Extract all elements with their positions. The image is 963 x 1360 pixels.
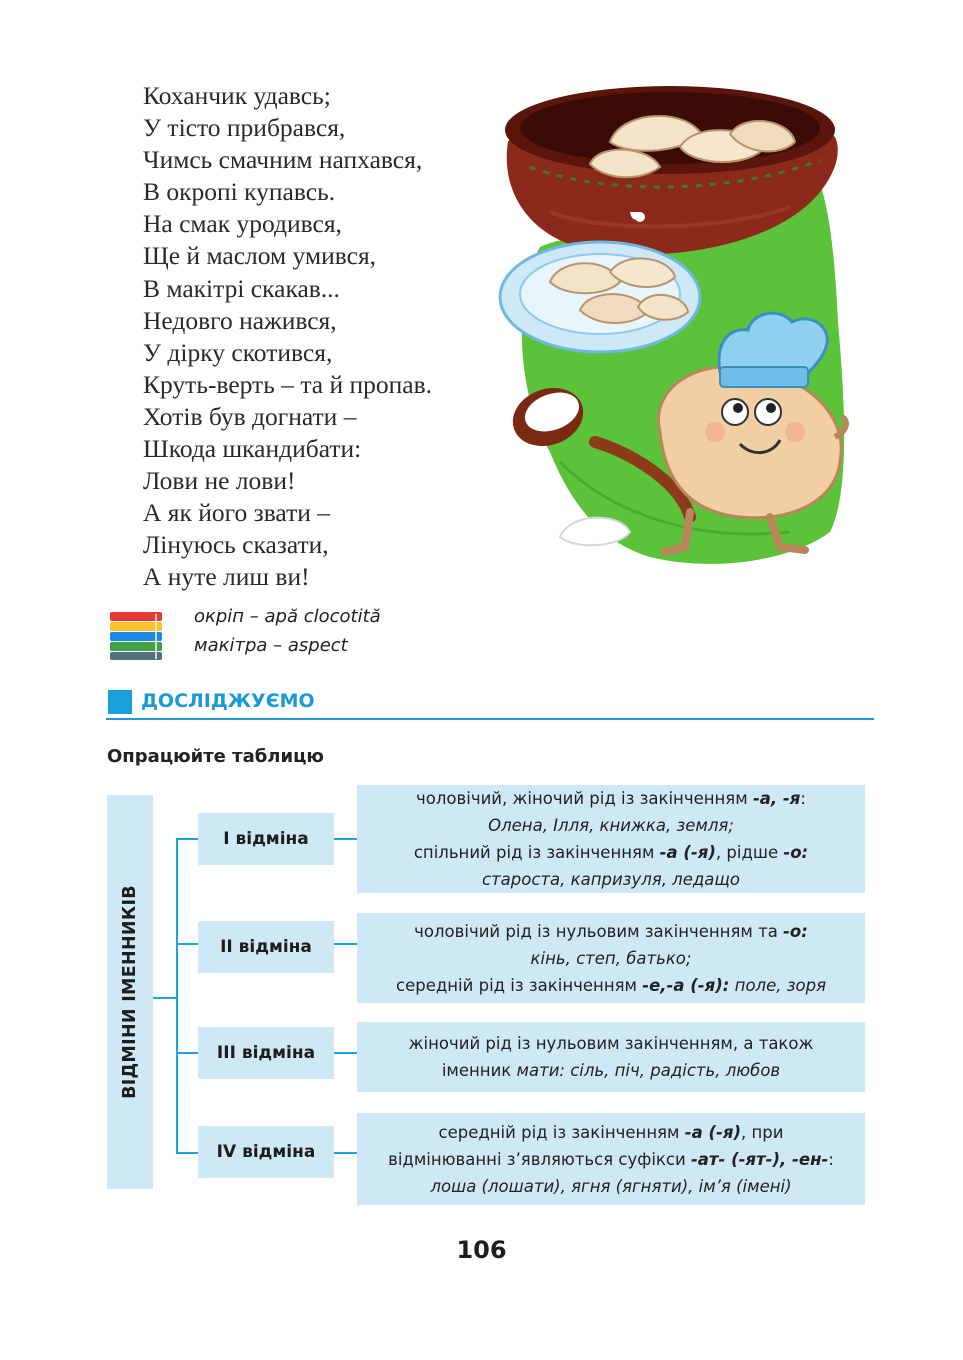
poem-line: Коханчик удавсь; [143, 81, 331, 110]
section-heading [106, 688, 874, 722]
description-segment: кінь, степ, батько; [530, 948, 692, 968]
connector-line [176, 838, 198, 840]
description-segment: : [828, 1149, 834, 1169]
poem-line: Лінуюсь сказати, [143, 530, 329, 560]
connector-line [334, 838, 357, 840]
description-segment: спільний рід із закінченням [413, 843, 660, 862]
description-line [357, 839, 865, 866]
description-segment: відмінюванні з’являються суфікси [388, 1149, 691, 1169]
connector-line [334, 1152, 357, 1154]
description-segment: -е,-а (-я): [642, 975, 730, 995]
description-line [357, 918, 865, 945]
description-line [357, 866, 865, 893]
declension-3-box: III відміна [198, 1027, 334, 1079]
books-icon [108, 610, 164, 662]
poem [143, 80, 432, 594]
description-segment: середній рід із закінченням [438, 1122, 685, 1142]
declension-1-description [357, 785, 865, 893]
declension-3-description [357, 1022, 865, 1092]
description-line [357, 1173, 865, 1200]
description-segment: -а, -я [752, 789, 801, 808]
poem-line: Чимсь смачним напхався, [143, 145, 423, 175]
connector-line [334, 943, 357, 945]
dumpling-illustration [490, 72, 850, 592]
description-segment: чоловічий, жіночий рід із закінченням [416, 789, 753, 808]
poem-line: Шкода шкандибати: [143, 434, 362, 464]
description-line [357, 1146, 865, 1173]
section-title: ДОСЛІДЖУЄМО [141, 690, 315, 712]
diagram-root-box [107, 795, 153, 1189]
poem-line: Лови не лови! [143, 466, 296, 496]
poem-line: У тісто прибрався, [143, 113, 346, 143]
description-segment: лоша (лошати), ягня (ягняти), ім’я (імені) [430, 1176, 792, 1196]
description-segment: -а (-я) [684, 1122, 741, 1142]
page-number: 106 [456, 1236, 507, 1264]
poem-line: А як його звати – [143, 498, 330, 528]
glossary [106, 602, 506, 664]
poem-line: Ще й маслом умився, [143, 241, 377, 271]
description-segment: -о: [783, 843, 809, 862]
description-segment: середній рід із закінченням [396, 975, 643, 995]
connector-line [153, 997, 177, 999]
declension-1-box: I відміна [198, 813, 334, 865]
task-instruction: Опрацюйте таблицю [107, 746, 324, 767]
glossary-entry: макітра – aspect [194, 635, 348, 656]
poem-line: В окропі купавсь. [143, 177, 336, 207]
description-line [357, 1030, 865, 1057]
declension-2-description [357, 913, 865, 1003]
description-line [357, 785, 865, 812]
description-line [357, 945, 865, 972]
description-line [357, 1119, 865, 1146]
section-rule [106, 718, 874, 720]
description-segment: чоловічий рід із нульовим закінченням та [414, 921, 784, 941]
description-segment: поле, зоря [729, 975, 826, 995]
glossary-entry: окріп – apă clocotită [194, 606, 381, 627]
description-line [357, 972, 865, 999]
connector-line [176, 943, 198, 945]
description-segment: Олена, Ілля, книжка, земля; [488, 816, 734, 835]
connector-line [176, 838, 178, 1154]
connector-line [176, 1052, 198, 1054]
connector-line [176, 1152, 198, 1154]
section-square-icon [108, 690, 132, 714]
description-segment: -о: [783, 921, 808, 941]
description-segment: староста, капризуля, ледащо [481, 870, 741, 889]
declension-2-box: II відміна [198, 921, 334, 973]
description-segment: -ат- (-ят-), -ен- [690, 1149, 829, 1169]
description-segment: іменник [441, 1061, 517, 1080]
poem-line: А нуте лиш ви! [143, 562, 310, 592]
poem-line: Хотів був догнати – [143, 401, 357, 431]
poem-line: В макітрі скакав... [143, 273, 340, 303]
description-segment: , при [741, 1122, 784, 1142]
declension-4-description [357, 1113, 865, 1205]
connector-line [334, 1052, 357, 1054]
description-segment: мати: сіль, піч, радість, любов [516, 1061, 781, 1080]
diagram-root-label: ВІДМІНИ ІМЕННИКІВ [120, 885, 140, 1099]
plate-of-dumplings [500, 242, 700, 352]
description-segment: жіночий рід із нульовим закінченням, а також [408, 1034, 814, 1053]
glossary-lines [194, 602, 381, 660]
poem-line: Круть-верть – та й пропав. [143, 369, 433, 399]
description-segment: : [800, 789, 806, 808]
description-line [357, 1057, 865, 1084]
declension-4-box: IV відміна [198, 1126, 334, 1178]
description-line [357, 812, 865, 839]
description-segment: -а (-я) [659, 843, 716, 862]
description-segment: , рідше [715, 843, 784, 862]
poem-line: Недовго нажився, [143, 305, 337, 335]
poem-line: У дірку скотився, [143, 337, 333, 367]
poem-line: На смак уродився, [143, 209, 342, 239]
